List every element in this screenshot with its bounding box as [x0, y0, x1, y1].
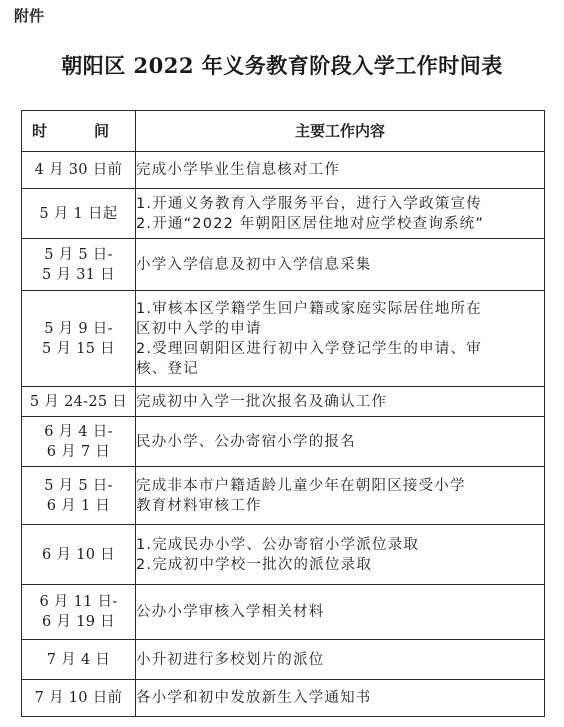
page-title: 朝阳区 2022 年义务教育阶段入学工作时间表: [61, 53, 503, 78]
table-row: [22, 189, 545, 239]
content-cell: [136, 417, 545, 467]
content-cell: [136, 387, 545, 417]
column-header-time: 时 间: [22, 111, 136, 152]
time-line: 5 月 15 日: [42, 340, 115, 357]
table-row: [22, 387, 545, 417]
table-row: [22, 239, 545, 291]
content-line: 完成非本市户籍适龄儿童少年在朝阳区接受小学: [136, 477, 466, 494]
content-line: 1.完成民办小学、公办寄宿小学派位录取: [136, 536, 420, 553]
content-line: 民办小学、公办寄宿小学的报名: [136, 433, 356, 450]
table-row: [22, 291, 545, 387]
table-row: [22, 680, 545, 717]
content-line: 核、登记: [136, 360, 199, 377]
content-cell: [136, 291, 545, 387]
content-cell: [136, 467, 545, 525]
time-line: 7 月 10 日前: [34, 690, 123, 706]
time-line: 6 月 19 日: [42, 614, 115, 630]
time-cell: [22, 291, 136, 387]
content-line: 各小学和初中发放新生入学通知书: [136, 690, 372, 706]
attachment-label: 附件: [14, 7, 45, 25]
content-line: 区初中入学的申请: [136, 320, 262, 337]
content-line: 2.完成初中学校一批次的派位录取: [136, 556, 373, 573]
time-line: 6 月 10 日: [42, 546, 115, 563]
time-cell: [22, 585, 136, 640]
time-line: 5 月 5 日-: [44, 246, 113, 263]
time-line: 6 月 1 日: [46, 497, 111, 514]
content-line: 1.审核本区学籍学生回户籍或家庭实际居住地所在: [136, 300, 482, 317]
time-cell: [22, 417, 136, 467]
time-line: 5 月 5 日-: [44, 477, 113, 494]
time-cell: [22, 640, 136, 680]
time-cell: [22, 525, 136, 585]
content-cell: [136, 525, 545, 585]
time-line: 4 月 30 日前: [34, 162, 123, 178]
table-row: [22, 585, 545, 640]
time-line: 5 月 1 日起: [39, 205, 118, 222]
content-line: 公办小学审核入学相关材料: [136, 604, 325, 620]
content-cell: [136, 680, 545, 717]
table-header-row: [22, 111, 545, 152]
table-row: [22, 467, 545, 525]
content-line: 完成初中入学一批次报名及确认工作: [136, 393, 388, 410]
time-line: 7 月 4 日: [46, 651, 111, 668]
column-header-content: 主要工作内容: [136, 111, 545, 152]
time-cell: [22, 239, 136, 291]
time-cell: [22, 467, 136, 525]
content-cell: [136, 239, 545, 291]
time-cell: [22, 680, 136, 717]
time-cell: [22, 189, 136, 239]
time-cell: [22, 152, 136, 189]
time-cell: [22, 387, 136, 417]
content-line: 小学入学信息及初中入学信息采集: [136, 256, 372, 273]
content-line: 2.开通“2022 年朝阳区居住地对应学校查询系统”: [136, 215, 485, 232]
time-line: 5 月 9 日-: [44, 320, 113, 337]
schedule-table: [21, 110, 545, 717]
content-line: 完成小学毕业生信息核对工作: [136, 162, 341, 178]
content-cell: [136, 152, 545, 189]
content-cell: [136, 189, 545, 239]
content-cell: [136, 640, 545, 680]
time-line: 6 月 4 日-: [44, 423, 113, 440]
table-row: [22, 525, 545, 585]
table-row: [22, 417, 545, 467]
content-line: 2.受理回朝阳区进行初中入学登记学生的申请、审: [136, 340, 482, 357]
table-row: [22, 640, 545, 680]
time-line: 5 月 31 日: [42, 266, 115, 283]
content-line: 教育材料审核工作: [136, 497, 262, 514]
time-line: 6 月 11 日-: [39, 594, 118, 610]
content-line: 小升初进行多校划片的派位: [136, 651, 325, 668]
content-line: 1.开通义务教育入学服务平台，进行入学政策宣传: [136, 195, 482, 212]
time-line: 5 月 24-25 日: [29, 393, 128, 410]
table-row: [22, 152, 545, 189]
content-cell: [136, 585, 545, 640]
time-line: 6 月 7 日: [46, 443, 111, 460]
